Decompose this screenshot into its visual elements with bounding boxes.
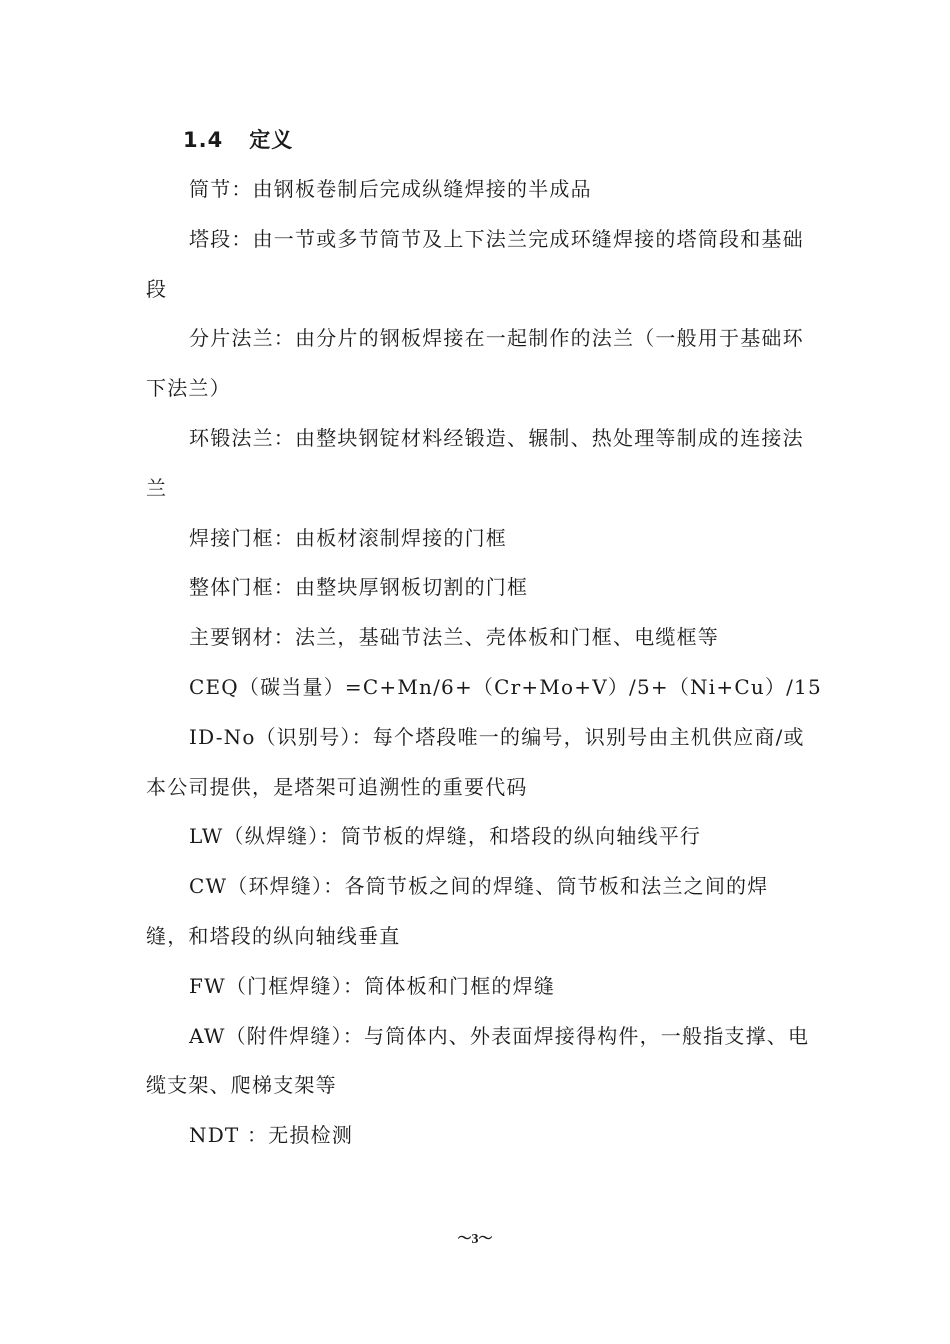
- definition-item: AW（附件焊缝）：与筒体内、外表面焊接得构件，一般指支撑、电缆支架、爬梯支架等: [146, 1023, 810, 1098]
- definition-item: 环锻法兰：由整块钢锭材料经锻造、辗制、热处理等制成的连接法兰: [146, 425, 804, 500]
- definition-item: FW（门框焊缝）：筒体板和门框的焊缝: [189, 973, 556, 998]
- section-number: 1.4: [183, 128, 224, 152]
- section-heading: [183, 124, 293, 154]
- definition-item: LW（纵焊缝）：筒节板的焊缝，和塔段的纵向轴线平行: [189, 824, 702, 849]
- definition-item: CW（环焊缝）：各筒节板之间的焊缝、筒节板和法兰之间的焊缝，和塔段的纵向轴线垂直: [146, 874, 769, 948]
- section-title: 定义: [249, 128, 294, 152]
- definition-item: ID-No（识别号）：每个塔段唯一的编号，识别号由主机供应商/或本公司提供，是塔架可追溯性的重要代码: [146, 724, 805, 799]
- definition-item: CEQ（碳当量）=C+Mn/6+（Cr+Mo+V）/5+（Ni+Cu）/15: [189, 674, 822, 699]
- definition-item: 塔段：由一节或多节筒节及上下法兰完成环缝焊接的塔筒段和基础段: [146, 226, 804, 301]
- definition-item: 焊接门框：由板材滚制焊接的门框: [189, 525, 507, 550]
- definition-item: 整体门框：由整块厚钢板切割的门框: [189, 575, 529, 600]
- definition-item: NDT ：无损检测: [189, 1123, 354, 1148]
- definition-item: 筒节：由钢板卷制后完成纵缝焊接的半成品: [189, 177, 592, 201]
- definition-item: 主要钢材：法兰，基础节法兰、壳体板和门框、电缆框等: [189, 625, 719, 650]
- definition-item: 分片法兰：由分片的钢板焊接在一起制作的法兰（一般用于基础环下法兰）: [146, 326, 804, 401]
- page-number: ～3～: [457, 1232, 493, 1247]
- definitions-list: [146, 165, 822, 1161]
